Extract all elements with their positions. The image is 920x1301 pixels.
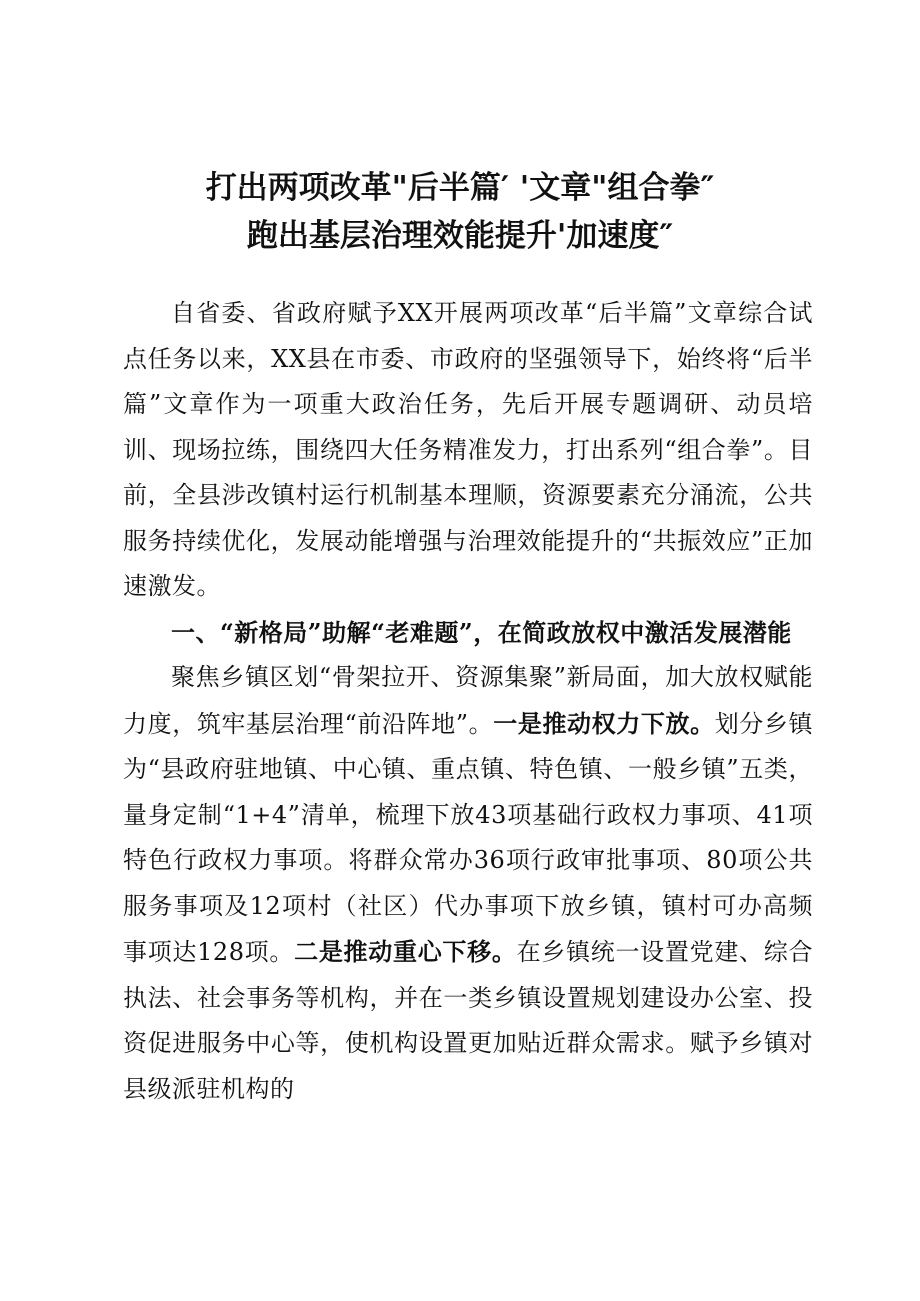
bold-lead-1: 一是推动权力下放。: [493, 708, 715, 738]
paragraph-text: 在乡镇统一设置党建、综合执法、社会事务等机构，并在一类乡镇设置规划建设办公室、投资促进服务中心等，使机构设置更加贴近群众需求。赋予乡镇对县级派驻机构的: [123, 938, 813, 1103]
paragraph-text: 聚焦乡镇区划“骨架拉开、资源集聚”新局面，加大放权赋能力度，筑牢基层治理“前沿阵地”。: [123, 663, 813, 738]
section-heading-1: 一、“新格局”助解“老难题”，在简政放权中激活发展潜能: [171, 617, 792, 647]
document-body: [123, 291, 813, 1112]
bold-lead-2: 二是推动重心下移。: [294, 937, 517, 966]
section-1-paragraph: [123, 655, 813, 1112]
document-title-line-2: 跑出基层治理效能提升'加速度″: [246, 218, 674, 254]
document-title-line-1: 打出两项改革"后半篇′ '文章"组合拳″: [205, 170, 715, 206]
paragraph-text: 划分乡镇为“县政府驻地镇、中心镇、重点镇、特色镇、一般乡镇”五类，量身定制“1+4”清单，梳理下放43项基础行政权力事项、41项特色行政权力事项。将群众常办36项行政审批事项、80项公共服务事项及12项村（社区）代办事项下放乡镇，镇村可办高频事项达128项。: [123, 709, 814, 966]
intro-paragraph: 自省委、省政府赋予XX开展两项改革“后半篇”文章综合试点任务以来，XX县在市委、市政府的坚强领导下，始终将“后半篇”文章作为一项重大政治任务，先后开展专题调研、动员培训、现场拉练，围绕四大任务精准发力，打出系列“组合拳”。目前，全县涉改镇村运行机制基本理顺，资源要素充分涌流，公共服务持续优化，发展动能增强与治理效能提升的“共振效应”正加速激发。: [123, 299, 813, 600]
